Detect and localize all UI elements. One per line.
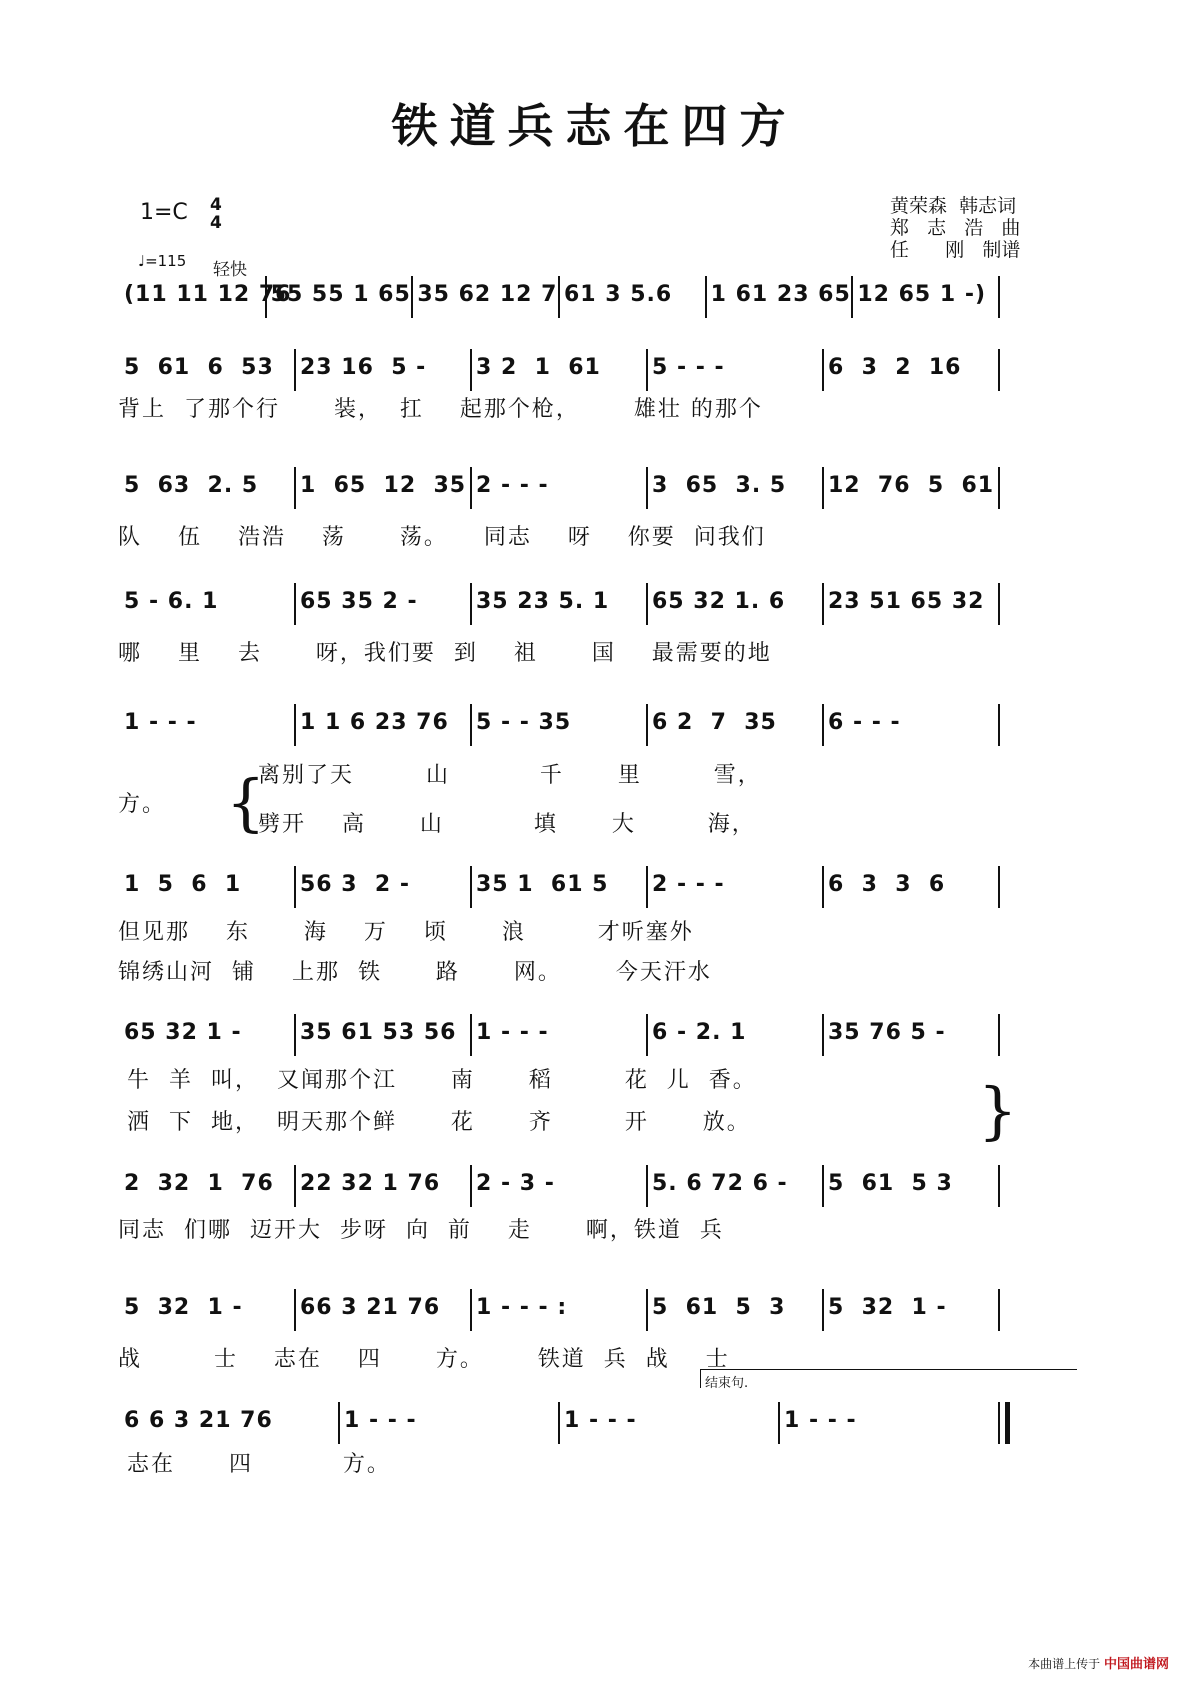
- barline: [294, 467, 296, 509]
- measure: 6 6 3 21 76: [124, 1408, 273, 1433]
- barline: [470, 1289, 472, 1331]
- barline: [998, 276, 1000, 318]
- barline: [822, 583, 824, 625]
- barline: [646, 467, 648, 509]
- barline: [705, 276, 707, 318]
- measure: 12 65 1 -): [857, 282, 987, 307]
- measure: 1 - - - :: [476, 1295, 568, 1320]
- score-title: 铁道兵志在四方: [391, 99, 798, 153]
- measure: 5 - - 35: [476, 710, 572, 735]
- ending-label: 结束句.: [705, 1376, 749, 1391]
- measure: 6 - 2. 1: [652, 1020, 747, 1045]
- measure: 5 - - -: [652, 355, 725, 380]
- notation-line: [118, 700, 1078, 760]
- measure: 1 - - -: [124, 710, 197, 735]
- barline: [822, 1289, 824, 1331]
- barline: [998, 349, 1000, 391]
- measure: 65 35 2 -: [300, 589, 418, 614]
- measure: 5 61 6 53: [124, 355, 274, 380]
- barline: [294, 1165, 296, 1207]
- barline: [822, 1014, 824, 1056]
- barline: [998, 1014, 1000, 1056]
- measure: 3 65 3. 5: [652, 473, 787, 498]
- time-signature: [210, 196, 222, 232]
- measure: 1 1 6 23 76: [300, 710, 449, 735]
- lyric-line: 离别了天 山 千 里 雪，: [258, 763, 762, 788]
- lyric-line: 背上 了那个行 装， 扛 起那个枪， 雄壮 的那个: [118, 397, 763, 422]
- measure: 35 62 12 7: [417, 282, 558, 307]
- barline: [470, 467, 472, 509]
- lyric-line: 队 伍 浩浩 荡 荡。 同志 呀 你要 问我们: [118, 525, 766, 550]
- measure: 2 - - -: [476, 473, 549, 498]
- barline: [338, 1402, 340, 1444]
- measure: 6 2 7 35: [652, 710, 777, 735]
- measure: 1 - - -: [344, 1408, 417, 1433]
- barline: [998, 583, 1000, 625]
- lyric-line: 志在 四 方。: [118, 1452, 391, 1477]
- barline: [646, 349, 648, 391]
- barline: [646, 1014, 648, 1056]
- notation-line: [118, 1285, 1078, 1345]
- barline: [998, 866, 1000, 908]
- key-signature: 1=C: [140, 200, 188, 225]
- barline: [294, 704, 296, 746]
- footer-brand: 中国曲谱网: [1103, 1657, 1169, 1672]
- measure: 12 76 5 61: [828, 473, 995, 498]
- barline: [646, 704, 648, 746]
- measure: 5 61 5 3: [828, 1171, 953, 1196]
- measure: 35 76 5 -: [828, 1020, 946, 1045]
- barline: [646, 1165, 648, 1207]
- barline: [998, 1289, 1000, 1331]
- measure: 5 32 1 -: [124, 1295, 243, 1320]
- measure: 2 32 1 76: [124, 1171, 274, 1196]
- barline: [822, 704, 824, 746]
- barline: [998, 1402, 1003, 1444]
- lyric-line: 劈开 高 山 填 大 海，: [258, 812, 756, 837]
- barline: [998, 1165, 1000, 1207]
- measure: 35 61 53 56: [300, 1020, 457, 1045]
- measure: 56 3 2 -: [300, 872, 410, 897]
- tempo-marking: ♩=115: [138, 252, 187, 270]
- barline: [470, 704, 472, 746]
- barline: [822, 866, 824, 908]
- barline: [822, 349, 824, 391]
- verse-brace-right: }: [978, 1074, 1018, 1147]
- measure: 1 - - -: [476, 1020, 549, 1045]
- measure: 65 32 1. 6: [652, 589, 786, 614]
- measure: 1 - - -: [564, 1408, 637, 1433]
- barline: [470, 1165, 472, 1207]
- barline: [822, 467, 824, 509]
- measure: 5 63 2. 5: [124, 473, 259, 498]
- lyric-line: 哪 里 去 呀，我们要 到 祖 国 最需要的地: [118, 641, 772, 666]
- lyric-line: 同志 们哪 迈开大 步呀 向 前 走 啊，铁道 兵: [118, 1218, 724, 1243]
- barline: [558, 276, 560, 318]
- barline: [294, 349, 296, 391]
- barline: [265, 276, 267, 318]
- barline: [470, 583, 472, 625]
- barline: [646, 1289, 648, 1331]
- lyric-line: 但见那 东 海 万 顷 浪 才听塞外: [118, 920, 694, 945]
- measure: 1 - - -: [784, 1408, 857, 1433]
- composer-credit: 郑 志 浩 曲: [890, 217, 1021, 239]
- measure: 5. 6 72 6 -: [652, 1171, 788, 1196]
- measure: 35 1 61 5: [476, 872, 609, 897]
- measure: 5 32 1 -: [828, 1295, 947, 1320]
- time-sig-top: 4: [210, 195, 222, 215]
- time-sig-bottom: 4: [210, 213, 222, 233]
- barline: [294, 583, 296, 625]
- measure: 6 3 3 6: [828, 872, 946, 897]
- site-footer: [1028, 1653, 1169, 1672]
- barline: [470, 866, 472, 908]
- measure: 2 - - -: [652, 872, 725, 897]
- measure: 23 16 5 -: [300, 355, 427, 380]
- measure: 35 23 5. 1: [476, 589, 610, 614]
- barline: [294, 1289, 296, 1331]
- measure: 3 2 1 61: [476, 355, 601, 380]
- notation-line: [118, 272, 1078, 332]
- barline: [822, 1165, 824, 1207]
- credits-block: [890, 195, 1020, 261]
- lyric-line: 战 士 志在 四 方。 铁道 兵 战 士: [118, 1347, 730, 1372]
- measure: 55 55 1 65: [270, 282, 411, 307]
- measure: 23 51 65 32: [828, 589, 985, 614]
- lyric-line: 方。: [118, 792, 167, 817]
- lyric-line: 洒 下 地， 明天那个鲜 花 齐 开 放。: [118, 1110, 751, 1135]
- measure: 1 61 23 65: [710, 282, 851, 307]
- notation-line: [118, 862, 1078, 922]
- typesetter-credit: 任 刚 制谱: [890, 239, 1021, 261]
- measure: 2 - 3 -: [476, 1171, 555, 1196]
- expression-marking: 轻快: [213, 260, 247, 280]
- measure: 61 3 5.6: [564, 282, 673, 307]
- barline: [294, 1014, 296, 1056]
- notation-line: [118, 1161, 1078, 1221]
- measure: 6 - - -: [828, 710, 901, 735]
- notation-line: [118, 463, 1078, 523]
- measure: 66 3 21 76: [300, 1295, 441, 1320]
- barline: [998, 467, 1000, 509]
- measure: 1 65 12 35: [300, 473, 467, 498]
- barline: [851, 276, 853, 318]
- barline: [470, 349, 472, 391]
- measure: (11 11 12 76: [124, 282, 292, 307]
- notation-line: [118, 1010, 1078, 1070]
- measure: 1 5 6 1: [124, 872, 242, 897]
- barline: [646, 583, 648, 625]
- measure: 6 3 2 16: [828, 355, 962, 380]
- barline: [294, 866, 296, 908]
- ending-bracket: [700, 1369, 1077, 1391]
- lyricist-credit: 黄荣森 韩志词: [890, 195, 1017, 217]
- measure: 5 61 5 3: [652, 1295, 786, 1320]
- footer-text: 本曲谱上传于: [1028, 1657, 1101, 1671]
- measure: 5 - 6. 1: [124, 589, 219, 614]
- barline: [558, 1402, 560, 1444]
- measure: 65 32 1 -: [124, 1020, 242, 1045]
- barline: [470, 1014, 472, 1056]
- barline: [646, 866, 648, 908]
- measure: 22 32 1 76: [300, 1171, 441, 1196]
- barline: [998, 704, 1000, 746]
- lyric-line: 锦绣山河 铺 上那 铁 路 网。 今天汗水: [118, 960, 712, 985]
- barline: [411, 276, 413, 318]
- barline: [778, 1402, 780, 1444]
- notation-line: [118, 579, 1078, 639]
- lyric-line: 牛 羊 叫， 又闻那个江 南 稻 花 儿 香。: [118, 1068, 757, 1093]
- verse-brace-left: {: [226, 766, 266, 839]
